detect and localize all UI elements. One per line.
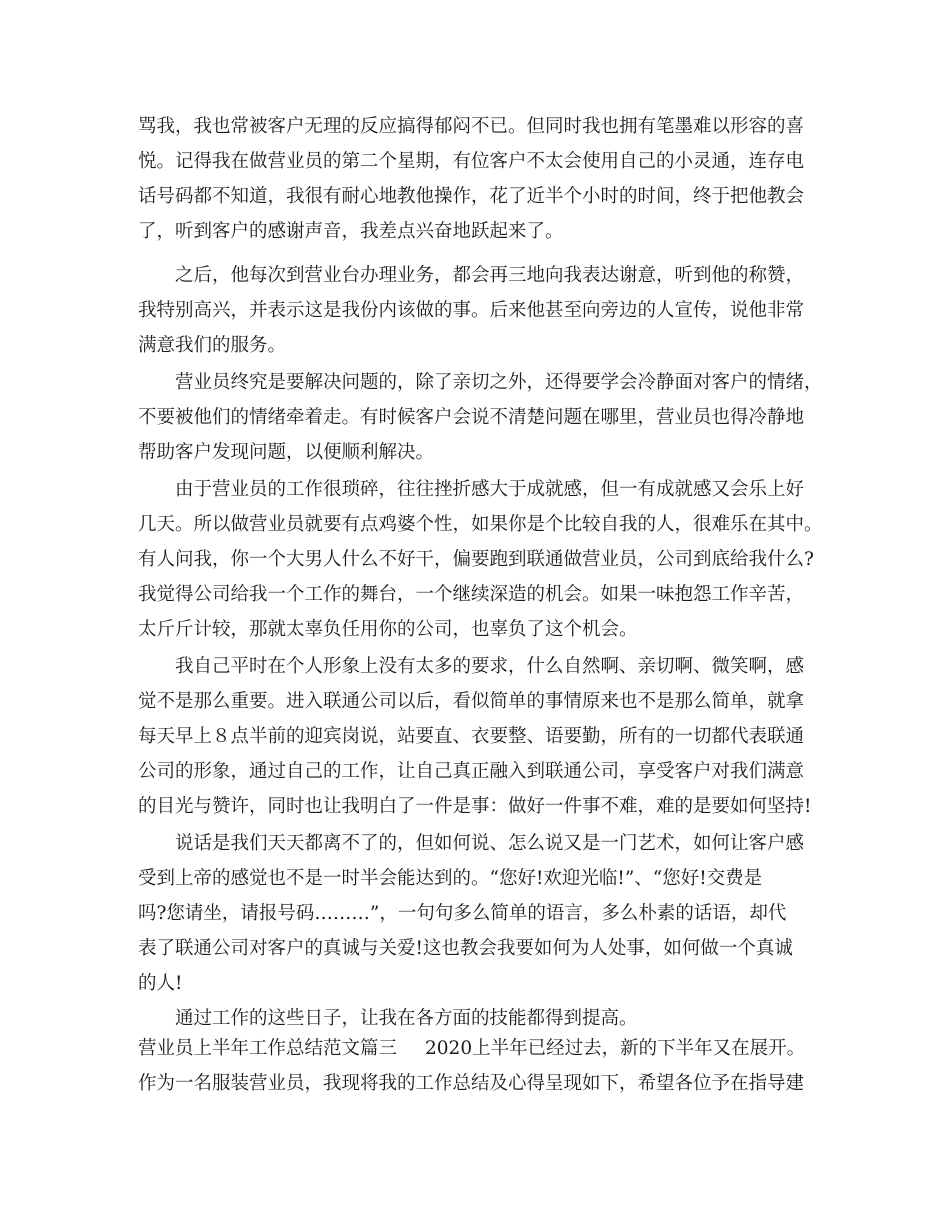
paragraph-line: 骂我，我也常被客户无理的反应搞得郁闷不已。但同时我也拥有笔墨难以形容的喜 [138,116,805,137]
paragraph-line: 营业员终究是要解决问题的，除了亲切之外，还得要学会冷静面对客户的情绪， [175,372,823,393]
section-intro: 2020上半年已经过去，新的下半年又在展开。 [425,1038,806,1059]
paragraph-line: 吗?您请坐，请报号码………”，一句句多么简单的语言，多么朴素的话语，却代 [138,903,787,924]
paragraph-line: 的目光与赞许，同时也让我明白了一件是事：做好一件事不难，难的是要如何坚持! [138,796,812,817]
paragraph-line: 之后，他每次到营业台办理业务，都会再三地向我表达谢意，听到他的称赞， [175,265,805,286]
paragraph-line: 由于营业员的工作很琐碎，往往挫折感大于成就感，但一有成就感又会乐上好 [175,479,805,500]
paragraph-line: 满意我们的服务。 [138,335,287,356]
section-title: 营业员上半年工作总结范文篇三 [138,1038,398,1059]
paragraph-line: 悦。记得我在做营业员的第二个星期，有位客户不太会使用自己的小灵通，连存电 [138,151,805,172]
paragraph-line: 我觉得公司给我一个工作的舞台，一个继续深造的机会。如果一味抱怨工作辛苦， [138,584,805,605]
paragraph-line: 不要被他们的情绪牵着走。有时候客户会说不清楚问题在哪里，营业员也得冷静地 [138,407,805,428]
paragraph-line: 表了联通公司对客户的真诚与关爱!这也教会我要如何为人处事，如何做一个真诚 [138,938,793,959]
paragraph-line: 太斤斤计较，那就太辜负任用你的公司，也辜负了这个机会。 [138,619,638,640]
paragraph-line: 公司的形象，通过自己的工作，让自己真正融入到联通公司，享受客户对我们满意 [138,761,805,782]
paragraph-line: 觉不是那么重要。进入联通公司以后，看似简单的事情原来也不是那么简单，就拿 [138,691,805,712]
paragraph-line: 我特别高兴，并表示这是我份内该做的事。后来他甚至向旁边的人宣传，说他非常 [138,300,805,321]
paragraph-line: 话号码都不知道，我很有耐心地教他操作，花了近半个小时的时间，终于把他教会 [138,186,805,207]
paragraph-line: 的人! [138,973,183,994]
paragraph-line: 作为一名服装营业员，我现将我的工作总结及心得呈现如下，希望各位予在指导建 [138,1073,805,1094]
paragraph-line: 帮助客户发现问题，以便顺利解决。 [138,442,435,463]
section-heading-line [138,1032,838,1066]
paragraph-line: 通过工作的这些日子，让我在各方面的技能都得到提高。 [175,1008,638,1029]
paragraph-line: 了，听到客户的感谢声音，我差点兴奋地跃起来了。 [138,221,564,242]
paragraph-line: 几天。所以做营业员就要有点鸡婆个性，如果你是个比较自我的人，很难乐在其中。 [138,514,823,535]
paragraph-line: 每天早上８点半前的迎宾岗说，站要直、衣要整、语要勤，所有的一切都代表联通 [138,726,805,747]
paragraph-line: 有人问我，你一个大男人什么不好干，偏要跑到联通做营业员，公司到底给我什么? [138,549,814,570]
paragraph-line: 说话是我们天天都离不了的，但如何说、怎么说又是一门艺术，如何让客户感 [175,833,805,854]
paragraph-line: 我自己平时在个人形象上没有太多的要求，什么自然啊、亲切啊、微笑啊，感 [175,656,805,677]
paragraph-line: 受到上帝的感觉也不是一时半会能达到的。“您好!欢迎光临!”、“您好!交费是 [138,868,763,889]
